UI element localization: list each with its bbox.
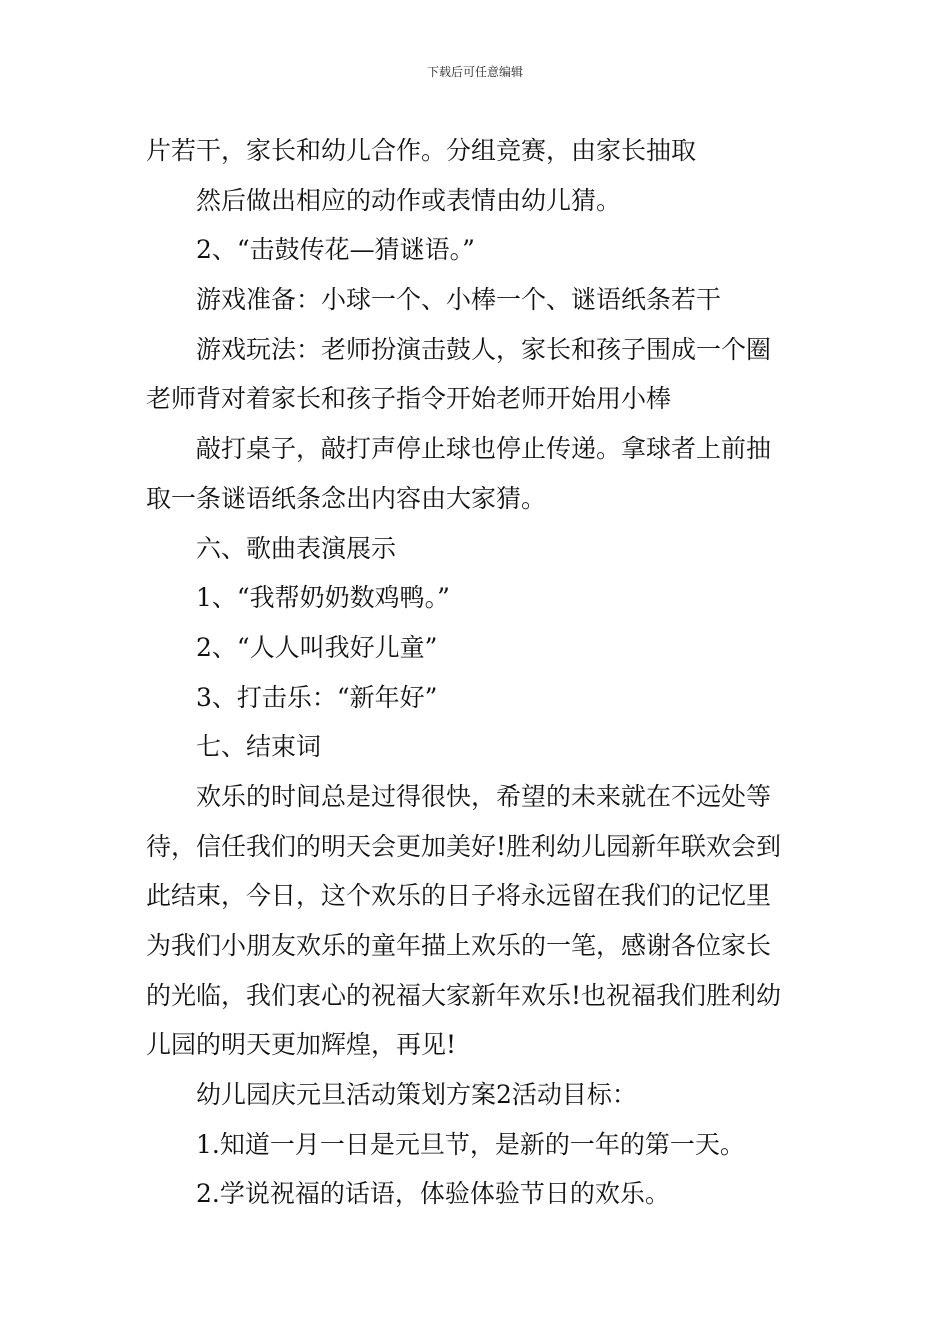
text-line: 欢乐的时间总是过得很快，希望的未来就在不远处等 xyxy=(196,781,772,811)
text-line: 此结束，今日，这个欢乐的日子将永远留在我们的记忆里 xyxy=(146,881,772,911)
list-item: 2、“人人叫我好儿童” xyxy=(196,632,438,662)
text-line: 敲打桌子，敲打声停止球也停止传递。拿球者上前抽 xyxy=(196,434,772,464)
text-line: 然后做出相应的动作或表情由幼儿猜。 xyxy=(196,185,622,215)
list-item: 1、“我帮奶奶数鸡鸭。” xyxy=(196,583,450,613)
text-line: 儿园的明天更加辉煌，再见! xyxy=(146,1030,457,1060)
document-body xyxy=(146,126,810,1219)
text-line: 片若干，家长和幼儿合作。分组竞赛，由家长抽取 xyxy=(146,136,697,165)
page-header-note: 下载后可任意编辑 xyxy=(426,65,523,79)
text-line: 待，信任我们的明天会更加美好!胜利幼儿园新年联欢会到 xyxy=(146,831,782,861)
list-item: 1.知道一月一日是元旦节，是新的一年的第一天。 xyxy=(196,1129,745,1159)
text-line: 游戏准备：小球一个、小棒一个、谜语纸条若干 xyxy=(196,285,722,315)
section-heading: 七、结束词 xyxy=(196,732,322,762)
text-line: 的光临，我们衷心的祝福大家新年欢乐!也祝福我们胜利幼 xyxy=(146,980,782,1010)
section-heading: 六、歌曲表演展示 xyxy=(196,533,397,563)
text-line: 取一条谜语纸条念出内容由大家猜。 xyxy=(146,483,547,513)
list-item: 3、打击乐：“新年好” xyxy=(196,682,438,712)
text-line: 为我们小朋友欢乐的童年描上欢乐的一笔，感谢各位家长 xyxy=(146,931,772,960)
text-line: 老师背对着家长和孩子指令开始老师开始用小棒 xyxy=(146,384,672,414)
list-item: 2.学说祝福的话语，体验体验节日的欢乐。 xyxy=(196,1179,670,1209)
text-line: 2、“击鼓传花—猜谜语。” xyxy=(196,235,475,265)
section-heading: 幼儿园庆元旦活动策划方案2活动目标： xyxy=(196,1080,637,1110)
text-line: 游戏玩法：老师扮演击鼓人，家长和孩子围成一个圈 xyxy=(196,334,772,364)
